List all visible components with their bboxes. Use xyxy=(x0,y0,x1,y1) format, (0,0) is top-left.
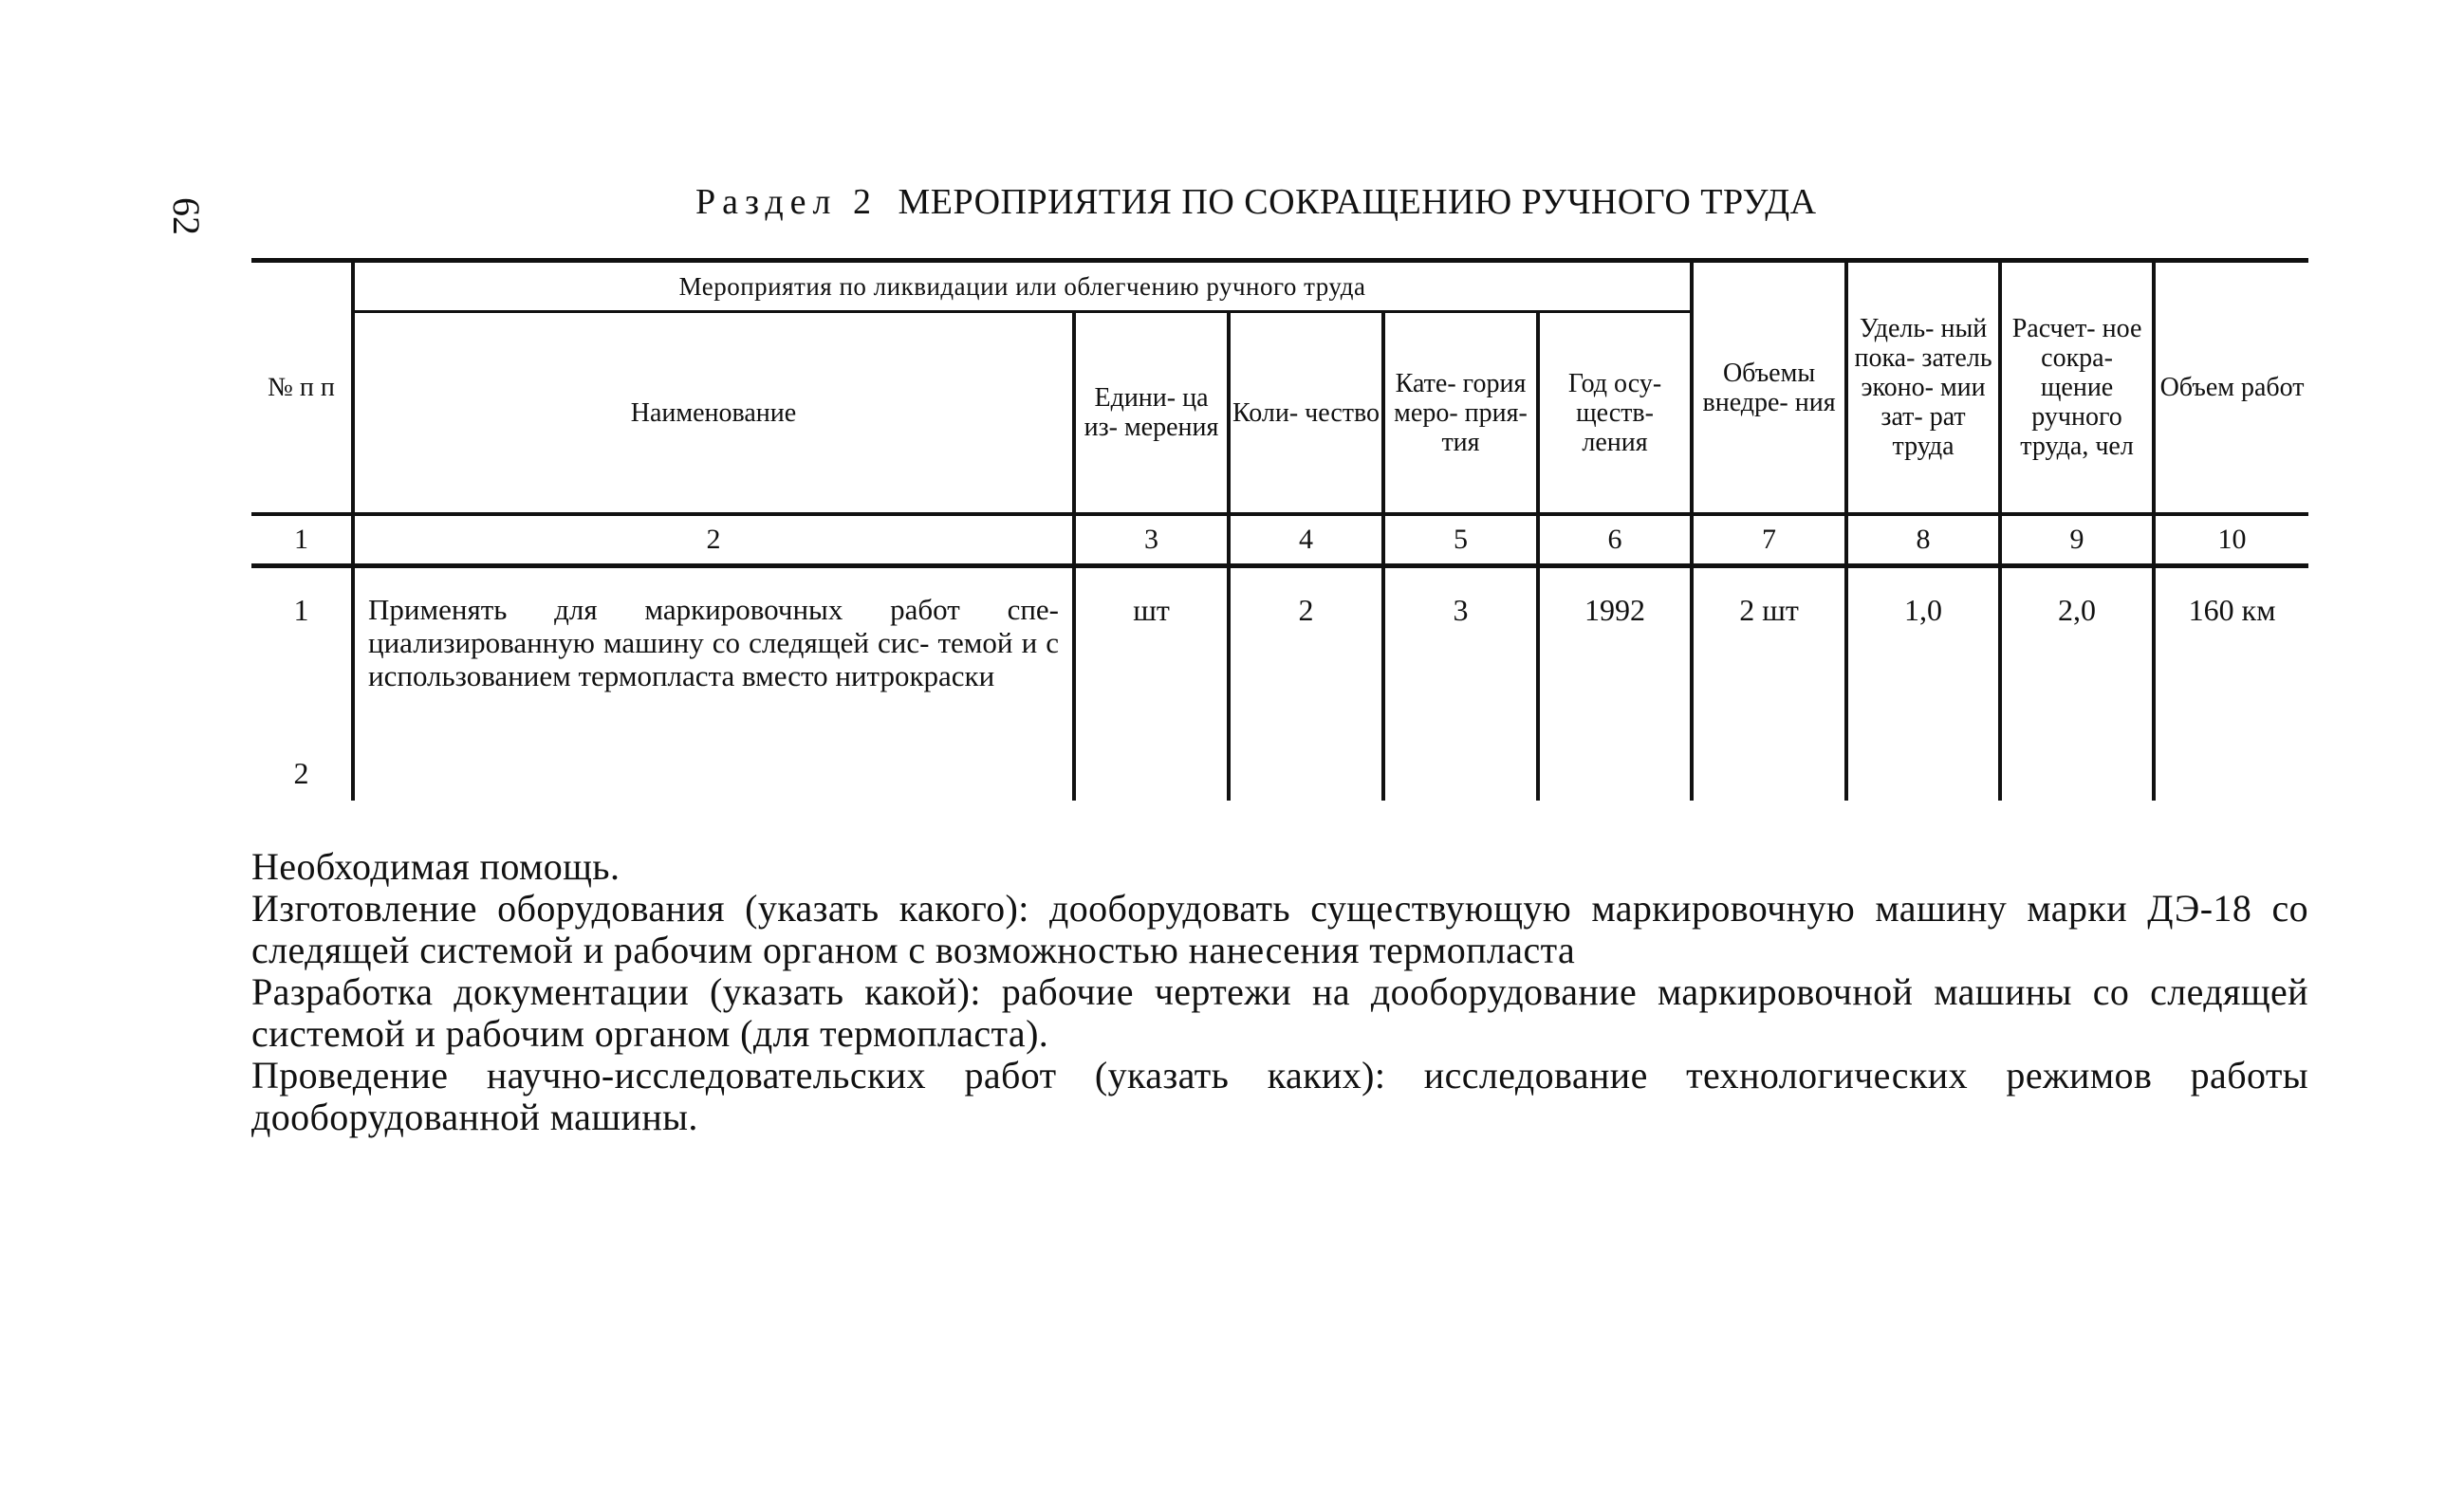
column-number: 9 xyxy=(2000,514,2154,566)
row-year: 1992 xyxy=(1538,566,1692,720)
header-index: № п п xyxy=(251,261,353,515)
column-number: 2 xyxy=(353,514,1074,566)
row-specific: 1,0 xyxy=(1846,566,2000,720)
header-volume: Объемы внедре- ния xyxy=(1692,261,1846,515)
header-year: Год осу- ществ- ления xyxy=(1538,312,1692,515)
section-name: МЕРОПРИЯТИЯ ПО СОКРАЩЕНИЮ РУЧНОГО ТРУДА xyxy=(898,182,1817,222)
row-work-volume: 160 км xyxy=(2154,566,2308,720)
row-name: Применять для маркировочных работ спе- циализированную машину со следящей сис- темой и с использованием термопласта вместо нитрокраски xyxy=(353,566,1074,720)
column-number: 5 xyxy=(1383,514,1538,566)
header-work-volume: Объем работ xyxy=(2154,261,2308,515)
column-number: 1 xyxy=(251,514,353,566)
row-specific xyxy=(1846,719,2000,801)
column-number: 3 xyxy=(1074,514,1229,566)
column-number: 8 xyxy=(1846,514,2000,566)
measures-table xyxy=(251,258,2308,801)
row-reduction xyxy=(2000,719,2154,801)
row-quantity: 2 xyxy=(1229,566,1383,720)
section-title xyxy=(695,180,1817,224)
column-numbers-row xyxy=(251,514,2308,566)
row-index: 1 xyxy=(251,566,353,720)
notes-block xyxy=(251,846,2308,1138)
row-quantity xyxy=(1229,719,1383,801)
table-row xyxy=(251,566,2308,720)
row-volume xyxy=(1692,719,1846,801)
row-volume: 2 шт xyxy=(1692,566,1846,720)
table-row xyxy=(251,719,2308,801)
column-number: 7 xyxy=(1692,514,1846,566)
row-unit: шт xyxy=(1074,566,1229,720)
note-paragraph: Разработка документации (указать какой): рабочие чертежи на дооборудование маркировочной машины со следящей системой и рабочим органом (для термопласта). xyxy=(251,970,2308,1055)
section-label: Раздел 2 xyxy=(695,182,878,222)
header-quantity: Коли- чество xyxy=(1229,312,1383,515)
note-heading: Необходимая помощь. xyxy=(251,845,621,888)
header-unit: Едини- ца из- мерения xyxy=(1074,312,1229,515)
row-work-volume xyxy=(2154,719,2308,801)
header-name: Наименование xyxy=(353,312,1074,515)
row-unit xyxy=(1074,719,1229,801)
note-paragraph: Проведение научно-исследовательских работ (указать каких): исследование технологических режимов работы дооборудованной машины. xyxy=(251,1054,2308,1138)
column-number: 6 xyxy=(1538,514,1692,566)
header-category: Кате- гория меро- прия- тия xyxy=(1383,312,1538,515)
column-number: 4 xyxy=(1229,514,1383,566)
column-number: 10 xyxy=(2154,514,2308,566)
page-number: 62 xyxy=(165,197,208,235)
row-year xyxy=(1538,719,1692,801)
header-reduction: Расчет- ное сокра- щение ручного труда, чел xyxy=(2000,261,2154,515)
header-specific: Удель- ный пока- затель эконо- мии зат- рат труда xyxy=(1846,261,2000,515)
row-index: 2 xyxy=(251,719,353,801)
note-paragraph: Изготовление оборудования (указать какого): дооборудовать существующую маркировочную машину марки ДЭ-18 со следящей системой и рабочим органом с возможностью нанесения термопласта xyxy=(251,887,2308,971)
header-group: Мероприятия по ликвидации или облегчению ручного труда xyxy=(353,261,1692,312)
row-category xyxy=(1383,719,1538,801)
row-name xyxy=(353,719,1074,801)
row-reduction: 2,0 xyxy=(2000,566,2154,720)
row-category: 3 xyxy=(1383,566,1538,720)
